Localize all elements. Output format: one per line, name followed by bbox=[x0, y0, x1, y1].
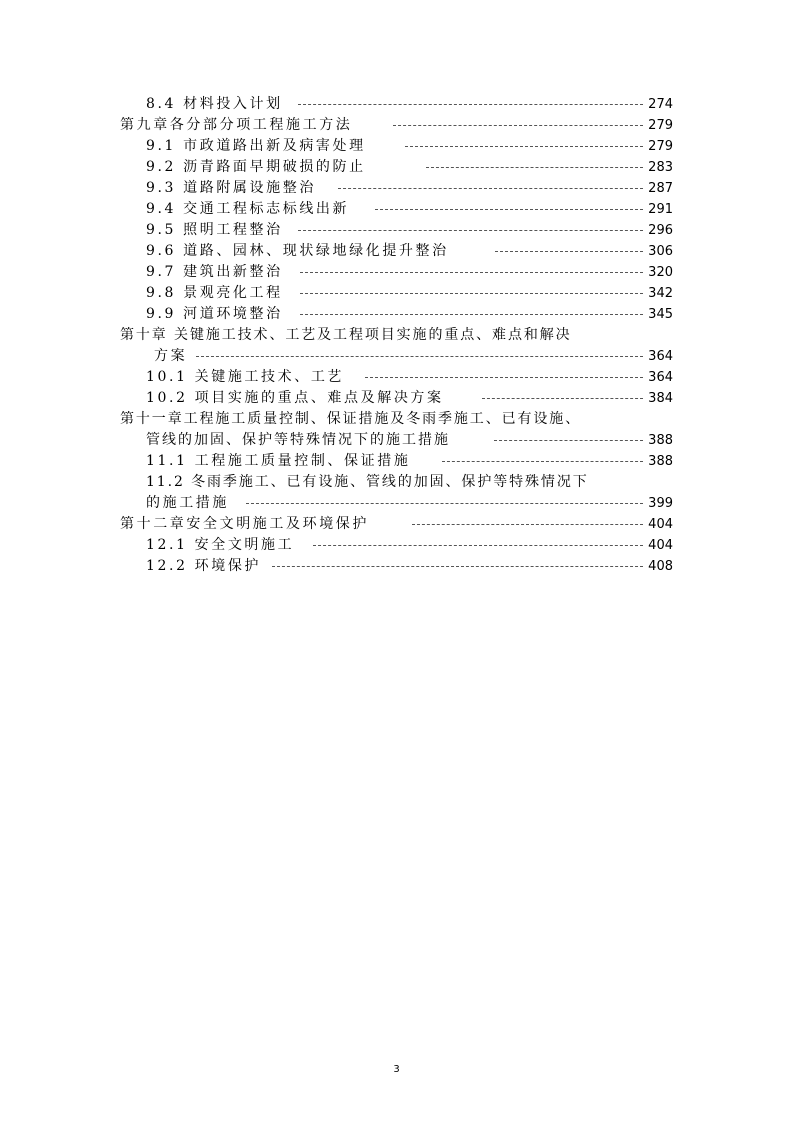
toc-entry[interactable] bbox=[0, 451, 793, 472]
toc-entry-title: 9.9 河道环境整治 bbox=[146, 306, 283, 322]
toc-entry-title: 第九章各分部分项工程施工方法 bbox=[120, 117, 353, 133]
toc-entry-title: 11.1 工程施工质量控制、保证措施 bbox=[146, 453, 411, 469]
toc-entry-page: 404 bbox=[648, 538, 673, 553]
toc-leader bbox=[442, 461, 643, 462]
toc-entry[interactable] bbox=[0, 472, 793, 493]
toc-entry-page: 388 bbox=[648, 454, 673, 469]
toc-entry-title: 10.2 项目实施的重点、难点及解决方案 bbox=[146, 390, 444, 406]
toc-entry[interactable] bbox=[0, 304, 793, 325]
toc-entry-title: 9.3 道路附属设施整治 bbox=[146, 180, 316, 196]
toc-entry-title: 9.2 沥青路面早期破损的防止 bbox=[146, 159, 366, 175]
toc-entry[interactable] bbox=[0, 388, 793, 409]
toc-entry[interactable] bbox=[0, 178, 793, 199]
toc-entry-title: 9.5 照明工程整治 bbox=[146, 222, 283, 238]
toc-entry[interactable] bbox=[0, 283, 793, 304]
toc-leader bbox=[482, 398, 643, 399]
toc-entry[interactable] bbox=[0, 514, 793, 535]
toc-leader bbox=[300, 314, 643, 315]
toc-entry-title: 8.4 材料投入计划 bbox=[146, 96, 283, 112]
toc-entry-page: 296 bbox=[648, 223, 673, 238]
toc-entry-page: 279 bbox=[648, 139, 673, 154]
toc-entry-page: 345 bbox=[648, 307, 673, 322]
toc-entry[interactable] bbox=[0, 367, 793, 388]
toc-leader bbox=[300, 293, 643, 294]
toc-entry[interactable] bbox=[0, 115, 793, 136]
toc-entry-page: 320 bbox=[648, 265, 673, 280]
toc-leader bbox=[405, 146, 643, 147]
toc-entry[interactable] bbox=[0, 535, 793, 556]
toc-entry[interactable] bbox=[0, 199, 793, 220]
toc-entry-title: 9.6 道路、园林、现状绿地绿化提升整治 bbox=[146, 243, 449, 259]
toc-entry[interactable] bbox=[0, 157, 793, 178]
toc-leader bbox=[375, 209, 643, 210]
toc-entry-continuation[interactable] bbox=[0, 346, 793, 367]
toc-entry-continuation[interactable] bbox=[0, 493, 793, 514]
toc-entry-title-line1: 第十一章工程施工质量控制、保证措施及冬雨季施工、已有设施、 bbox=[120, 411, 582, 427]
toc-entry-page: 364 bbox=[648, 349, 673, 364]
toc-entry-page: 408 bbox=[648, 559, 673, 574]
toc-entry-page: 274 bbox=[648, 97, 673, 112]
toc-leader bbox=[298, 230, 643, 231]
toc-leader bbox=[365, 377, 643, 378]
toc-entry-page: 291 bbox=[648, 202, 673, 217]
toc-entry-title-line2: 的施工措施 bbox=[146, 495, 229, 511]
toc-leader bbox=[300, 272, 643, 273]
toc-entry-title: 第十二章安全文明施工及环境保护 bbox=[120, 516, 369, 532]
page-number: 3 bbox=[393, 1064, 400, 1075]
toc-entry[interactable] bbox=[0, 409, 793, 430]
toc-entry-title: 9.1 市政道路出新及病害处理 bbox=[146, 138, 366, 154]
toc-leader bbox=[246, 503, 643, 504]
toc-entry-title-line2: 管线的加固、保护等特殊情况下的施工措施 bbox=[146, 432, 450, 448]
toc-entry-title: 9.8 景观亮化工程 bbox=[146, 285, 283, 301]
toc-entry-title: 9.4 交通工程标志标线出新 bbox=[146, 201, 350, 217]
toc-entry-page: 388 bbox=[648, 433, 673, 448]
toc-entry-title: 12.2 环境保护 bbox=[146, 558, 262, 574]
toc-leader bbox=[313, 545, 643, 546]
toc-entry-page: 364 bbox=[648, 370, 673, 385]
toc-leader bbox=[426, 167, 643, 168]
toc-entry-title: 12.1 安全文明施工 bbox=[146, 537, 295, 553]
toc-entry[interactable] bbox=[0, 325, 793, 346]
toc-leader bbox=[196, 356, 643, 357]
toc-entry-page: 279 bbox=[648, 118, 673, 133]
toc-entry-page: 283 bbox=[648, 160, 673, 175]
toc-leader bbox=[298, 104, 643, 105]
toc-entry-page: 384 bbox=[648, 391, 673, 406]
toc-entry[interactable] bbox=[0, 241, 793, 262]
toc-entry[interactable] bbox=[0, 136, 793, 157]
toc-leader bbox=[338, 188, 643, 189]
toc-entry-title-line1: 11.2 冬雨季施工、已有设施、管线的加固、保护等特殊情况下 bbox=[146, 474, 589, 490]
toc-entry-title-line1: 第十章 关键施工技术、工艺及工程项目实施的重点、难点和解决 bbox=[120, 327, 572, 343]
toc-leader bbox=[412, 524, 643, 525]
toc-entry-page: 306 bbox=[648, 244, 673, 259]
toc-entry[interactable] bbox=[0, 556, 793, 577]
toc-leader bbox=[272, 566, 643, 567]
table-of-contents bbox=[0, 94, 793, 577]
toc-entry-title-line2: 方案 bbox=[154, 348, 188, 364]
toc-entry-title: 10.1 关键施工技术、工艺 bbox=[146, 369, 345, 385]
toc-entry[interactable] bbox=[0, 94, 793, 115]
toc-leader bbox=[494, 440, 643, 441]
toc-entry-page: 404 bbox=[648, 517, 673, 532]
toc-leader bbox=[495, 251, 643, 252]
toc-entry-page: 287 bbox=[648, 181, 673, 196]
toc-leader bbox=[393, 125, 643, 126]
toc-entry-page: 342 bbox=[648, 286, 673, 301]
toc-entry-page: 399 bbox=[648, 496, 673, 511]
toc-entry[interactable] bbox=[0, 220, 793, 241]
toc-entry[interactable] bbox=[0, 262, 793, 283]
toc-entry-title: 9.7 建筑出新整治 bbox=[146, 264, 283, 280]
toc-entry-continuation[interactable] bbox=[0, 430, 793, 451]
